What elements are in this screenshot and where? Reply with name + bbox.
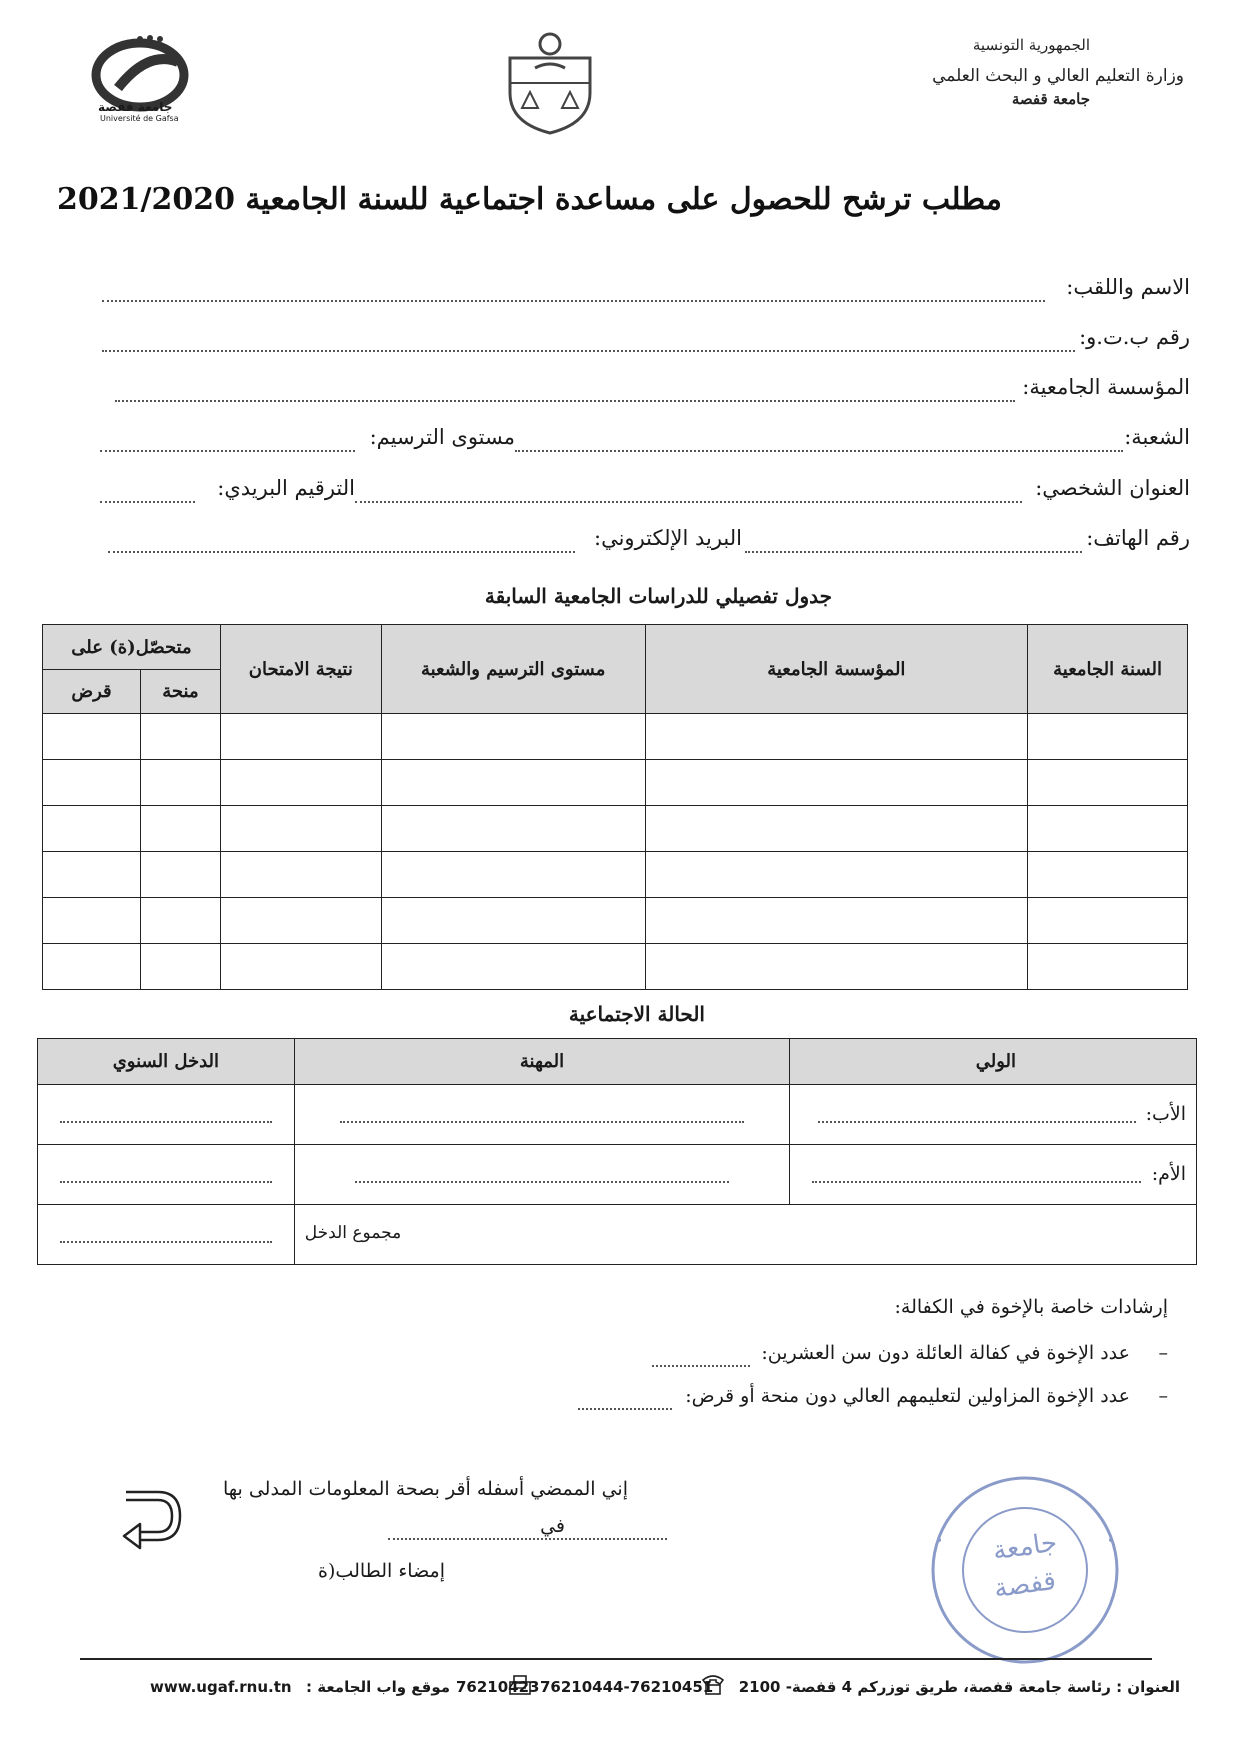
siblings-item-2: عدد الإخوة المزاولين لتعليمهم العالي دون منحة أو قرض: (685, 1385, 1130, 1407)
phone-field[interactable] (745, 551, 1082, 553)
siblings-item-1: عدد الإخوة في كفالة العائلة دون سن العشرين: (761, 1342, 1130, 1364)
postal-code-label: الترقيم البريدي: (217, 476, 355, 500)
coat-of-arms (500, 28, 600, 138)
university-logo (78, 30, 208, 125)
email-field[interactable] (108, 551, 575, 553)
table-row (43, 760, 1188, 806)
cin-label: رقم ب.ت.و: (1079, 325, 1190, 349)
siblings-item-1-field[interactable] (652, 1365, 750, 1367)
level-label: مستوى الترسيم: (369, 425, 515, 449)
name-label: الاسم واللقب: (1066, 275, 1190, 299)
father-row (38, 1085, 1197, 1145)
stamp-center-line2: قفصة (992, 1565, 1058, 1605)
postal-code-field[interactable] (100, 501, 195, 503)
mother-name-field[interactable] (812, 1181, 1141, 1183)
header-obtained: متحصّل(ة) على (43, 625, 221, 670)
father-income-field[interactable] (60, 1121, 272, 1123)
name-field[interactable] (102, 300, 1045, 302)
header-ministry: وزارة التعليم العالي و البحث العلمي (932, 66, 1184, 86)
header-institution: المؤسسة الجامعية (645, 625, 1028, 714)
phone-label: رقم الهاتف: (1086, 526, 1190, 550)
header-profession: المهنة (294, 1039, 789, 1085)
total-row (38, 1205, 1197, 1265)
header-level-branch: مستوى الترسيم والشعبة (381, 625, 645, 714)
footer-website-label: موقع واب الجامعة : (306, 1678, 451, 1696)
university-logo-text-fr: Université de Gafsa (100, 114, 179, 123)
footer-rule (80, 1658, 1152, 1660)
table-row (43, 714, 1188, 760)
social-table-title: الحالة الاجتماعية (568, 1002, 705, 1026)
table-row (43, 852, 1188, 898)
coat-of-arms-icon (500, 28, 600, 138)
signature-label: إمضاء الطالب(ة (318, 1560, 445, 1582)
header-university: جامعة قفصة (1011, 90, 1090, 108)
header-loan: قرض (43, 670, 141, 714)
email-label: البريد الإلكتروني: (594, 526, 742, 550)
official-stamp (925, 1470, 1125, 1670)
mother-profession-field[interactable] (355, 1181, 729, 1183)
header-exam-result: نتيجة الامتحان (220, 625, 381, 714)
address-field[interactable] (355, 501, 1022, 503)
siblings-item-2-dash: – (1158, 1385, 1168, 1407)
cin-field[interactable] (102, 350, 1075, 352)
table-row (43, 898, 1188, 944)
return-arrow-icon (118, 1480, 188, 1564)
total-income-label: مجموع الدخل (304, 1223, 402, 1243)
mother-row (38, 1145, 1197, 1205)
institution-field[interactable] (115, 400, 1015, 402)
footer-website-link[interactable]: www.ugaf.rnu.tn (150, 1678, 292, 1696)
father-label: الأب: (1145, 1103, 1186, 1125)
father-name-field[interactable] (818, 1121, 1136, 1123)
total-income-field[interactable] (60, 1241, 272, 1243)
address-label: العنوان الشخصي: (1035, 476, 1190, 500)
table-row (43, 806, 1188, 852)
level-field[interactable] (100, 450, 355, 452)
institution-label: المؤسسة الجامعية: (1022, 375, 1190, 399)
footer-fax: 76210423 (456, 1678, 540, 1696)
declaration-text: إني الممضي أسفله أقر بصحة المعلومات المدلى بها (222, 1478, 628, 1500)
header-republic: الجمهورية التونسية (972, 36, 1090, 54)
social-table (37, 1038, 1197, 1265)
header-income: الدخل السنوي (38, 1039, 295, 1085)
father-profession-field[interactable] (340, 1121, 744, 1123)
studies-table-title: جدول تفصيلي للدراسات الجامعية السابقة (484, 584, 832, 608)
stamp-center-line1: جامعة (991, 1527, 1059, 1567)
branch-field[interactable] (515, 450, 1123, 452)
declaration-date-field[interactable] (388, 1538, 667, 1540)
mother-income-field[interactable] (60, 1181, 272, 1183)
header-year: السنة الجامعية (1028, 625, 1188, 714)
footer-address: العنوان : رئاسة جامعة قفصة، طريق توزركم 4 قفصة- 2100 (738, 1678, 1180, 1696)
branch-label: الشعبة: (1124, 425, 1190, 449)
footer-phones: 76210444-76210451 (540, 1678, 714, 1696)
table-row (43, 944, 1188, 990)
siblings-heading: إرشادات خاصة بالإخوة في الكفالة: (894, 1296, 1168, 1318)
university-logo-text-ar: جامعة قفصة (98, 100, 173, 114)
siblings-item-2-field[interactable] (578, 1408, 672, 1410)
page-title: مطلب ترشح للحصول على مساعدة اجتماعية للسنة الجامعية 2021/2020 (57, 182, 1002, 217)
header-scholarship: منحة (140, 670, 220, 714)
studies-table (42, 624, 1188, 990)
header-guardian: الولي (790, 1039, 1197, 1085)
declaration-place-label: في (540, 1515, 565, 1537)
mother-label: الأم: (1151, 1163, 1186, 1185)
siblings-item-1-dash: – (1158, 1342, 1168, 1364)
